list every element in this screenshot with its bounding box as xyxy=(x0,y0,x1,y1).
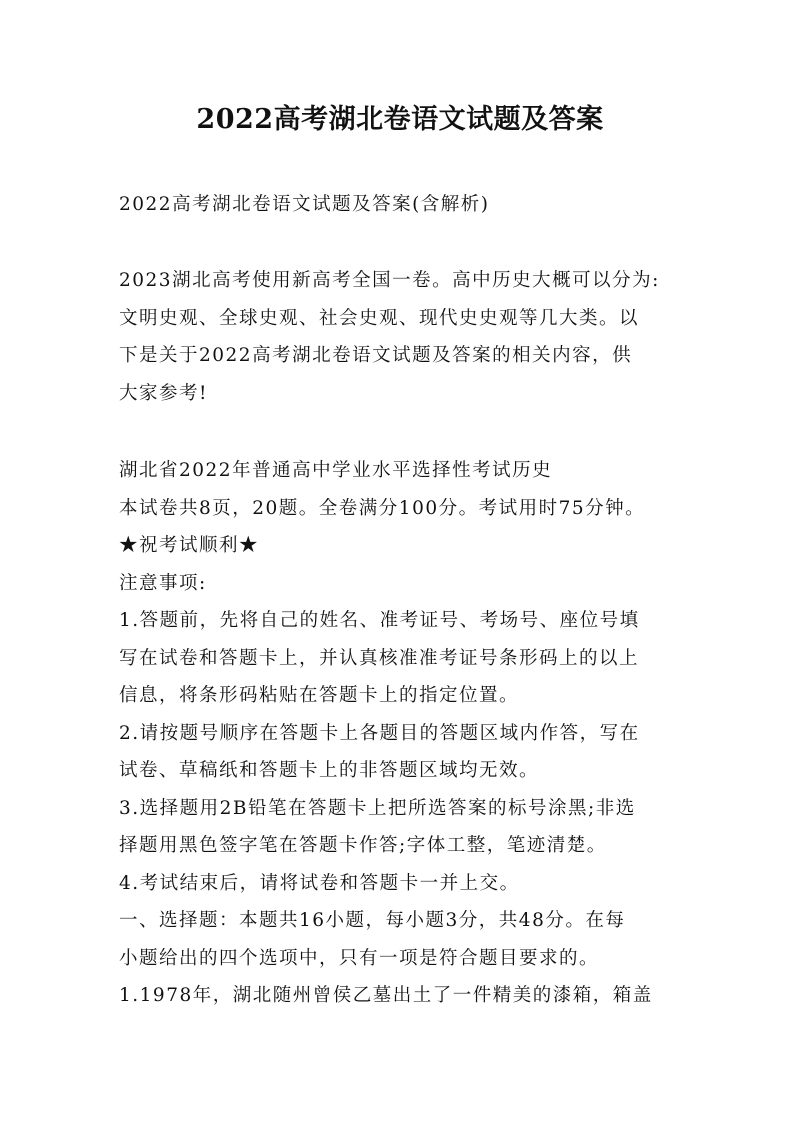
page-title: 2022高考湖北卷语文试题及答案 xyxy=(196,104,604,135)
notice-heading: 注意事项: xyxy=(119,572,207,594)
intro-line: 下是关于2022高考湖北卷语文试题及答案的相关内容，供 xyxy=(119,345,633,366)
notice-line: 信息，将条形码粘贴在答题卡上的指定位置。 xyxy=(119,685,520,706)
intro-line: 2023湖北高考使用新高考全国一卷。高中历史大概可以分为: xyxy=(119,270,660,291)
intro-line: 大家参考! xyxy=(119,382,208,404)
notice-line: 3.选择题用2B铅笔在答题卡上把所选答案的标号涂黑;非选 xyxy=(119,797,636,819)
exam-wish: ★祝考试顺利★ xyxy=(119,535,260,556)
subtitle-line: 2022高考湖北卷语文试题及答案(含解析) xyxy=(119,194,490,215)
intro-line: 文明史观、全球史观、社会史观、现代史史观等几大类。以 xyxy=(119,307,640,329)
question-line: 1.1978年，湖北随州曾侯乙墓出土了一件精美的漆箱，箱盖 xyxy=(119,985,653,1006)
section-heading: 一、选择题：本题共16小题，每小题3分，共48分。在每 xyxy=(119,910,626,931)
notice-line: 2.请按题号顺序在答题卡上各题目的答题区域内作答，写在 xyxy=(119,722,640,744)
notice-line: 写在试卷和答题卡上，并认真核准准考证号条形码上的以上 xyxy=(119,647,640,669)
section-heading: 小题给出的四个选项中，只有一项是符合题目要求的。 xyxy=(119,947,600,969)
exam-section xyxy=(119,452,689,1015)
notice-line: 择题用黑色签字笔在答题卡作答;字体工整，笔迹清楚。 xyxy=(119,835,607,856)
notice-line: 4.考试结束后，请将试卷和答题卡一并上交。 xyxy=(119,872,520,894)
exam-info: 本试卷共8页，20题。全卷满分100分。考试用时75分钟。 xyxy=(119,497,646,519)
intro-paragraph xyxy=(119,262,689,412)
notice-line: 1.答题前，先将自己的姓名、准考证号、考场号、座位号填 xyxy=(119,610,640,631)
document-subtitle xyxy=(119,186,689,224)
notice-line: 试卷、草稿纸和答题卡上的非答题区域均无效。 xyxy=(119,760,540,781)
exam-heading: 湖北省2022年普通高中学业水平选择性考试历史 xyxy=(119,460,553,481)
